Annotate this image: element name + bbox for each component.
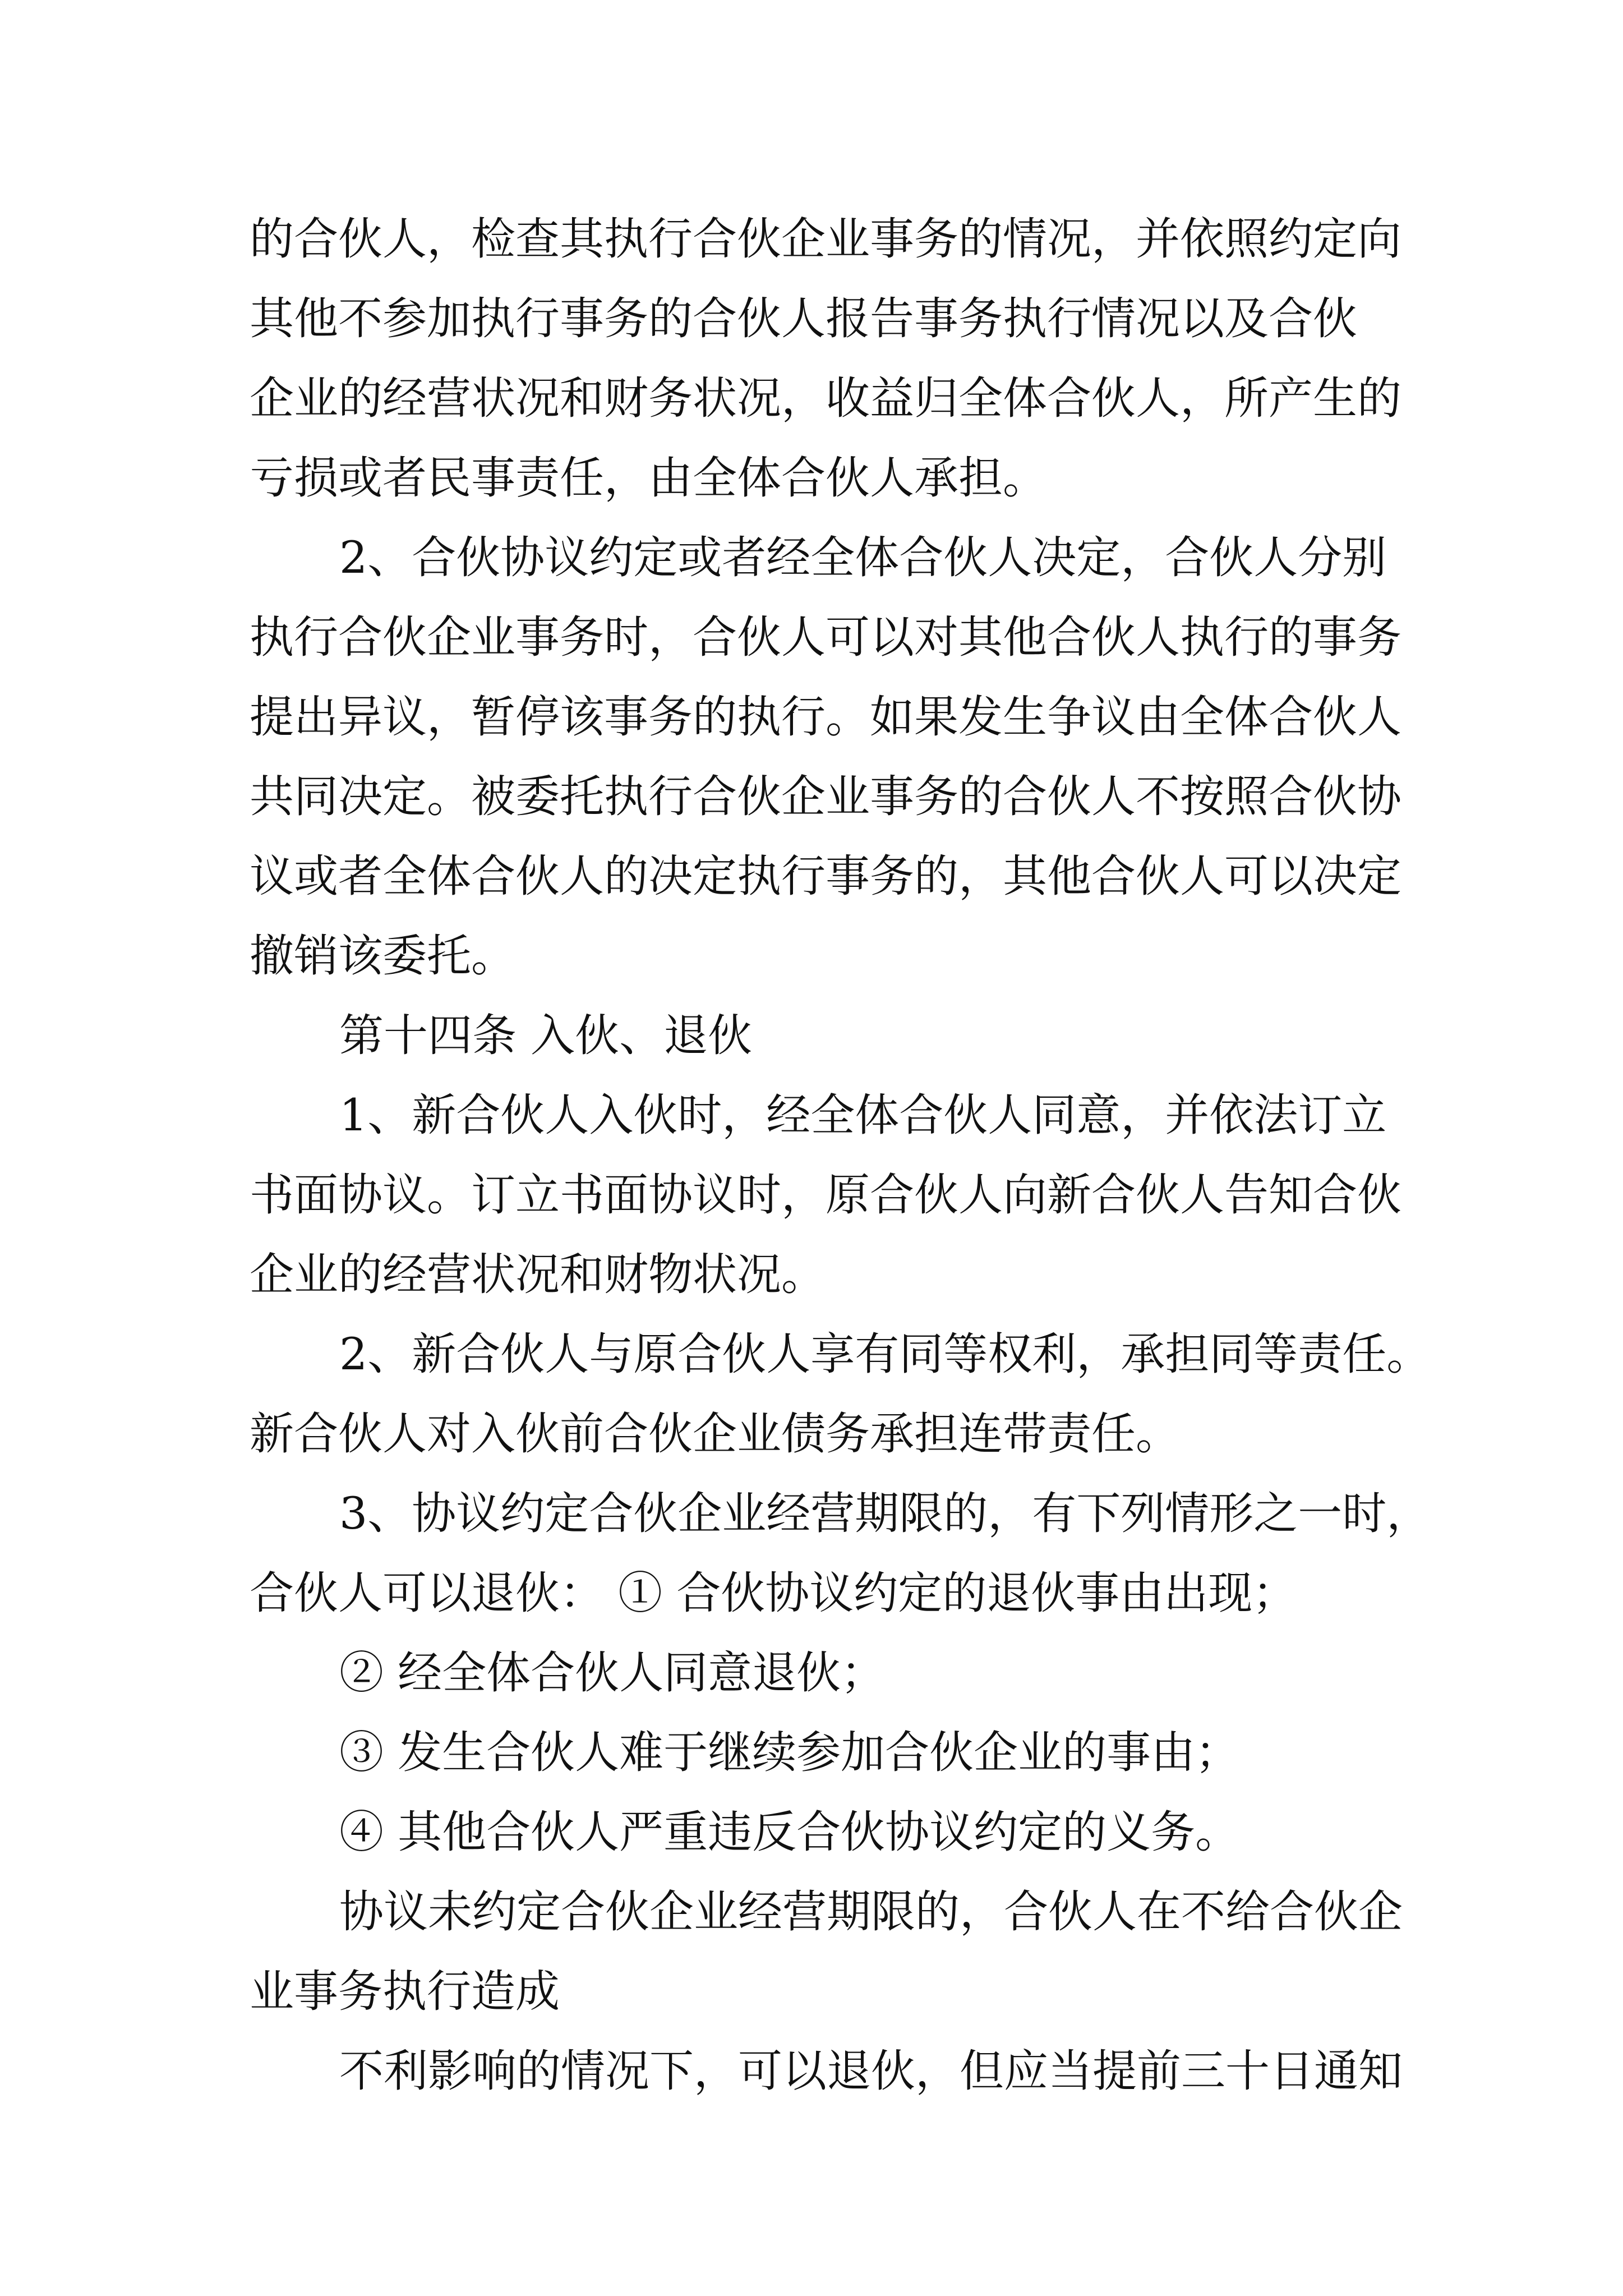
paragraph-start-line: 3、协议约定合伙企业经营期限的，有下列情形之一时， [339,1488,1431,1539]
paragraph-start-line: 协议未约定合伙企业经营期限的，合伙人在不给合伙企 [339,1886,1403,1938]
list-item-line: ④ 其他合伙人严重违反合伙协议约定的义务。 [339,1806,1240,1858]
text-line: 亏损或者民事责任，由全体合伙人承担。 [250,452,1047,504]
text-line: 书面协议。订立书面协议时，原合伙人向新合伙人告知合伙 [250,1169,1401,1221]
list-item-line: ② 经全体合伙人同意退伙； [339,1647,886,1699]
text-line: 业事务执行造成 [250,1966,560,2017]
text-line: 提出异议，暂停该事务的执行。如果发生争议由全体合伙人 [250,691,1401,743]
text-line: 的合伙人，检查其执行合伙企业事务的情况，并依照约定向 [250,213,1401,265]
text-line: 合伙人可以退伙： ① 合伙协议约定的退伙事由出现； [250,1567,1297,1619]
text-line: 共同决定。被委托执行合伙企业事务的合伙人不按照合伙协 [250,771,1401,822]
document-body [250,199,1431,2111]
text-line: 其他不参加执行事务的合伙人报告事务执行情况以及合伙 [250,293,1357,344]
paragraph-start-line: 2、合伙协议约定或者经全体合伙人决定，合伙人分别 [339,532,1387,583]
text-line: 议或者全体合伙人的决定执行事务的，其他合伙人可以决定 [250,850,1401,902]
text-line: 执行合伙企业事务时，合伙人可以对其他合伙人执行的事务 [250,611,1401,663]
article-heading: 第十四条 入伙、退伙 [339,1010,753,1061]
text-line: 新合伙人对入伙前合伙企业债务承担连带责任。 [250,1408,1180,1460]
paragraph-start-line: 2、新合伙人与原合伙人享有同等权利，承担同等责任。 [339,1328,1431,1380]
paragraph-start-line: 1、新合伙人入伙时，经全体合伙人同意，并依法订立 [339,1089,1387,1141]
paragraph-start-line: 不利影响的情况下，可以退伙，但应当提前三十日通知 [339,2045,1403,2097]
text-line: 企业的经营状况和财物状况。 [250,1249,826,1300]
text-line: 企业的经营状况和财务状况，收益归全体合伙人，所产生的 [250,372,1401,424]
text-line: 撤销该委托。 [250,930,515,982]
list-item-line: ③ 发生合伙人难于继续参加合伙企业的事由； [339,1727,1240,1778]
